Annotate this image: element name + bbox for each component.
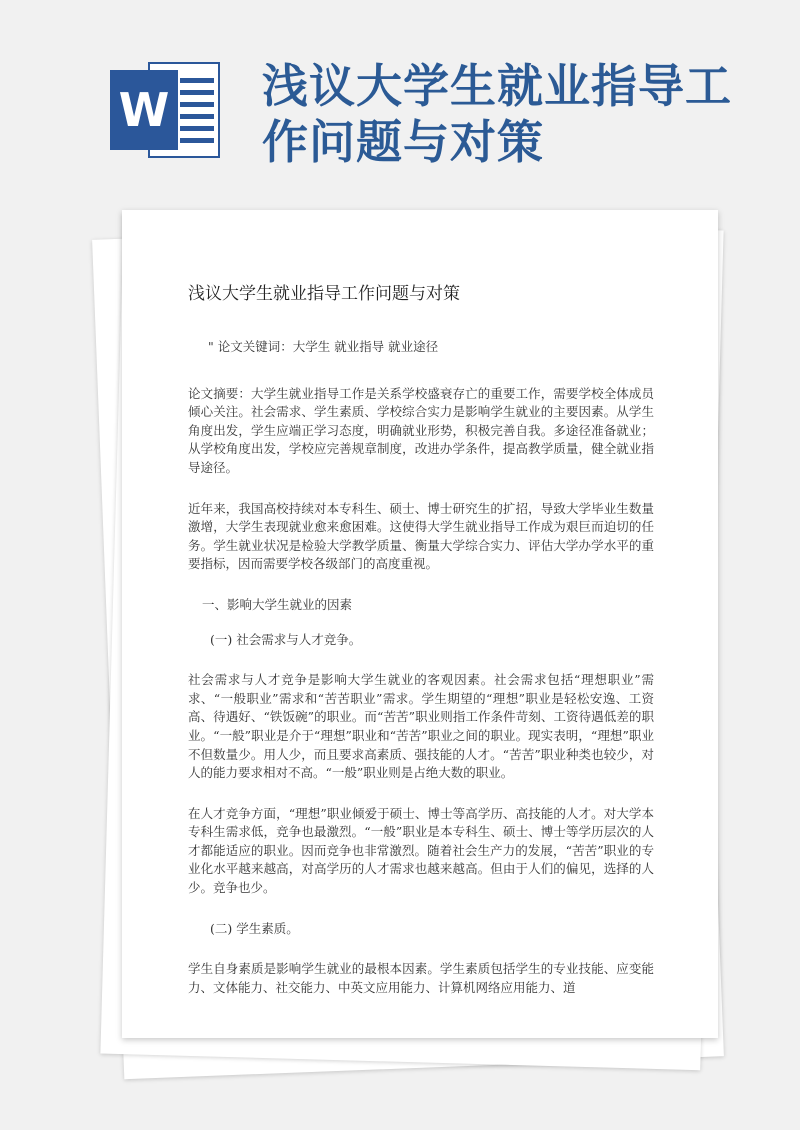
header-title: 浅议大学生就业指导工作问题与对策 — [262, 59, 732, 169]
document-content — [188, 282, 654, 1019]
keywords-line: " 论文关键词：大学生 就业指导 就业途径 — [208, 339, 439, 354]
abstract-paragraph: 论文摘要：大学生就业指导工作是关系学校盛衰存亡的重要工作，需要学校全体成员倾心关注。社会需求、学生素质、学校综合实力是影响学生就业的主要因素。从学生角度出发，学生应端正学习态度，明确就业形势，积极完善自我。多途径准备就业；从学校角度出发，学校应完善规章制度，改进办学条件，提高教学质量，健全就业指导途径。 — [188, 385, 654, 475]
word-document-icon — [110, 62, 220, 158]
body-paragraph-1: 社会需求与人才竞争是影响大学生就业的客观因素。社会需求包括“理想职业”需求、“一般职业”需求和“苦苦职业”需求。学生期望的“理想”职业是轻松安逸、工资高、待遇好、“铁饭碗”的职业。而“苦苦”职业则指工作条件苛刻、工资待遇低差的职业。“一般”职业是介于“理想”职业和“苦苦”职业之间的职业。现实表明，“理想”职业不但数量少。用人少，而且要求高素质、强技能的人才。“苦苦”职业种类也较少，对人的能力要求相对不高。“一般”职业则是占绝大数的职业。 — [188, 672, 654, 781]
section-heading-1: 一、影响大学生就业的因素 — [202, 596, 353, 612]
word-badge: W — [110, 70, 178, 150]
document-title: 浅议大学生就业指导工作问题与对策 — [188, 284, 460, 304]
body-paragraph-2: 在人才竞争方面，“理想”职业倾爱于硕士、博士等高学历、高技能的人才。对大学本专科生需求低，竞争也最激烈。“一般”职业是本专科生、硕士、博士等学历层次的人才都能适应的职业。因而竞争也非常激烈。随着社会生产力的发展，“苦苦”职业的专业化水平越来越高，对高学历的人才需求也越来越高。但由于人们的偏见，选择的人少。竞争也少。 — [188, 805, 654, 896]
subsection-heading-1: (一) 社会需求与人才竞争。 — [210, 631, 362, 647]
document-page — [122, 210, 718, 1038]
body-paragraph-3: 学生自身素质是影响学生就业的最根本因素。学生素质包括学生的专业技能、应变能力、文体能力、社交能力、中英文应用能力、计算机网络应用能力、道 — [188, 961, 654, 995]
header-banner — [0, 0, 800, 200]
intro-paragraph: 近年来，我国高校持续对本专科生、硕士、博士研究生的扩招，导致大学毕业生数量激增，大学生表现就业愈来愈困难。这使得大学生就业指导工作成为艰巨而迫切的任务。学生就业状况是检验大学教学质量、衡量大学综合实力、评估大学办学水平的重要指标，因而需要学校各级部门的高度重视。 — [188, 500, 654, 572]
subsection-heading-2: (二) 学生素质。 — [210, 920, 299, 936]
